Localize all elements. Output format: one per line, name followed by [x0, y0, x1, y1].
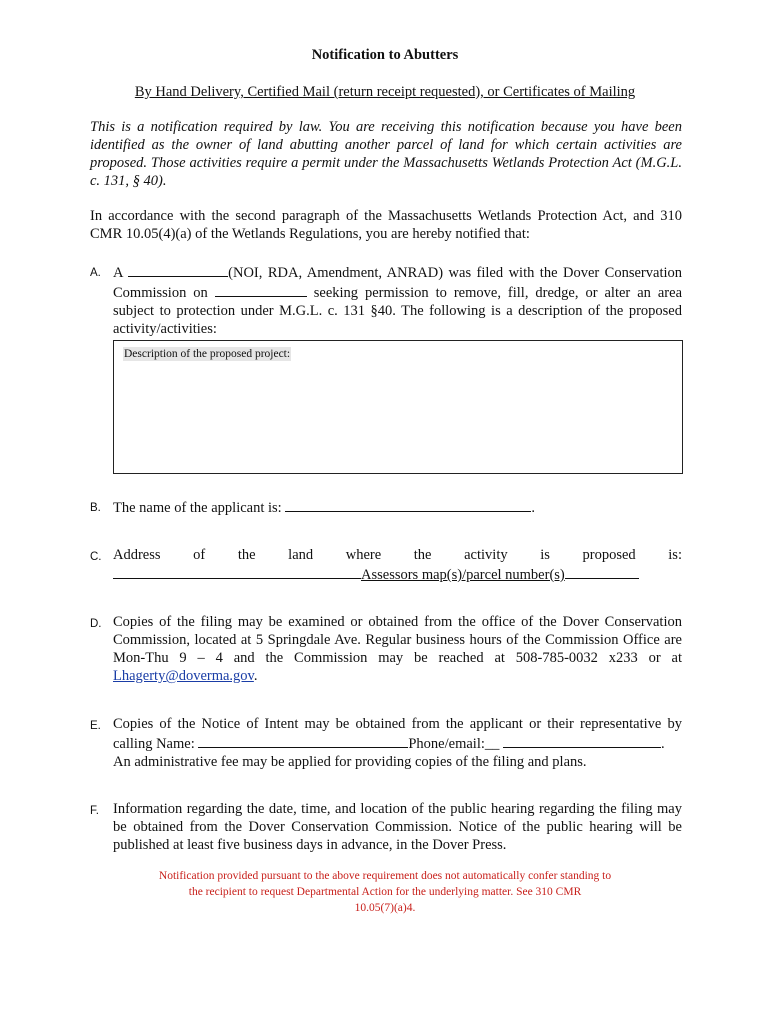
item-c-word: land: [288, 547, 314, 563]
filing-date-blank[interactable]: [215, 282, 307, 297]
item-e: [90, 715, 682, 771]
item-d-body: [113, 613, 682, 685]
item-c-word: of: [193, 547, 206, 563]
item-a-body: [113, 262, 682, 338]
phone-email-label: Phone/email:__: [408, 736, 500, 752]
item-c-word: is: [540, 547, 550, 563]
item-a-permission-text: seeking permission to remove, fill, dredge, or alter an area subject to protection under M.G.L. c. 131 §40. The following is a description of the proposed activity/activities:: [113, 285, 683, 337]
item-b: [90, 497, 682, 517]
item-e-fee: An administrative fee may be applied for providing copies of the filing and plans.: [113, 754, 587, 770]
item-c-word: the: [413, 547, 432, 563]
item-c-body: [113, 546, 682, 584]
parcel-number-blank[interactable]: [565, 564, 639, 579]
project-description-box[interactable]: [113, 340, 683, 474]
item-c-word: is:: [668, 547, 682, 563]
item-c-letter: C.: [90, 551, 102, 563]
item-a-letter: A.: [90, 267, 101, 279]
accordance-paragraph: In accordance with the second paragraph of the Massachusetts Wetlands Protection Act, and 310 CMR 10.05(4)(a) of the Wetlands Regulations, you are hereby notified that:: [90, 208, 682, 242]
legal-notice-intro: This is a notification required by law. You are receiving this notification because you have been identified as the owner of land abutting another parcel of land for which certain activities are proposed. Those activities require a permit under the Massachusetts Wetlands Protection Act (M.G.L. c. 131, § 40).: [90, 119, 682, 189]
item-a-filing-text: (NOI, RDA, Amendment, ANRAD) was filed with the Dover Conservation Commission on: [113, 265, 683, 301]
filing-type-blank[interactable]: [128, 262, 228, 277]
item-e-end: .: [661, 736, 665, 752]
item-d-text: Copies of the filing may be examined or obtained from the office of the Dover Conservation Commission, located at 5 Springdale Ave. Regular business hours of the Commission Office are Mon-Thu 9 – 4 and the Commission may be reached at 508-785-0032 x233 or at: [113, 614, 682, 666]
item-d-letter: D.: [90, 618, 102, 630]
item-a-start: A: [113, 265, 123, 281]
phone-email-blank[interactable]: [503, 733, 661, 748]
item-b-end: .: [531, 500, 535, 516]
item-c: [90, 546, 682, 584]
standing-disclaimer-line: the recipient to request Departmental Action for the underlying matter. See 310 CMR: [188, 886, 582, 898]
standing-disclaimer-line: Notification provided pursuant to the above requirement does not automatically confer standing to: [158, 870, 612, 882]
item-b-letter: B.: [90, 502, 101, 514]
applicant-name-blank[interactable]: [285, 497, 531, 512]
item-f-body: Information regarding the date, time, and location of the public hearing regarding the filing may be obtained from the Dover Conservation Commission. Notice of the public hearing will be published at least five business days in advance, in the Dover Press.: [113, 801, 682, 853]
item-b-text: The name of the applicant is:: [113, 500, 282, 516]
delivery-methods-subtitle: By Hand Delivery, Certified Mail (return receipt requested), or Certificates of Mailing: [134, 84, 636, 100]
item-f-letter: F.: [90, 805, 99, 817]
item-c-address-row: [113, 546, 682, 564]
item-a: [90, 262, 682, 338]
assessors-map-label: Assessors map(s)/parcel number(s): [361, 567, 565, 583]
item-e-letter: E.: [90, 720, 101, 732]
item-e-body: [113, 715, 682, 771]
item-d: [90, 613, 682, 685]
item-c-word: the: [237, 547, 256, 563]
standing-disclaimer: [0, 868, 770, 916]
item-c-word: proposed: [582, 547, 636, 563]
item-f: [90, 800, 682, 854]
item-c-word: Address: [113, 547, 161, 563]
item-c-line2: [113, 564, 682, 584]
contact-name-blank[interactable]: [198, 733, 408, 748]
item-c-word: activity: [464, 547, 508, 563]
document-title: Notification to Abutters: [311, 47, 459, 63]
item-b-body: [113, 497, 682, 517]
address-blank[interactable]: [113, 564, 361, 579]
conservation-email-link[interactable]: Lhagerty@doverma.gov: [113, 668, 254, 684]
project-description-label: Description of the proposed project:: [124, 348, 291, 360]
item-e-text: Copies of the Notice of Intent may be obtained from the applicant or their representative by calling Name:: [113, 716, 682, 752]
item-c-word: where: [345, 547, 382, 563]
item-d-end: .: [253, 668, 258, 684]
standing-disclaimer-line: 10.05(7)(a)4.: [354, 902, 416, 914]
